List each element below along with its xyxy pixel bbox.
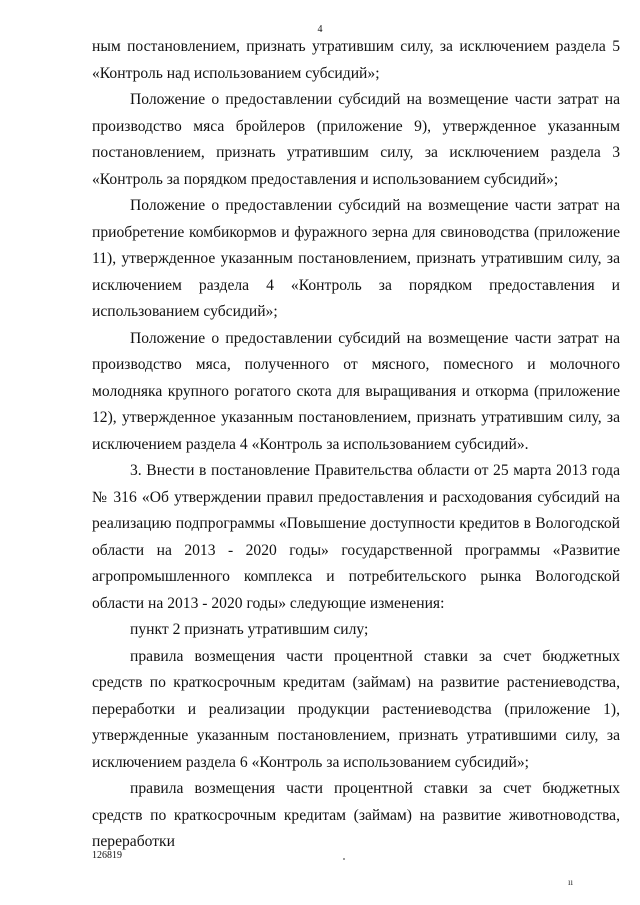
- scan-speck: [343, 858, 345, 860]
- page-number: 4: [317, 24, 323, 35]
- corner-mark: ıı: [568, 877, 574, 887]
- paragraph-continuation: ным постановлением, признать утратившим силу, за исключением раздела 5 «Контроль над использованием субсидий»;: [92, 38, 620, 82]
- document-body: [92, 34, 620, 856]
- paragraph-cattle-meat: Положение о предоставлении субсидий на возмещение части затрат на производство мяса, полученного от мясного, помесного и молочного молодняка крупного рогатого скота для выращивания и откорма (приложение 12), утвержденное указанным постановлением, признать утратившим силу, за исключением раздела 4 «Контроль за использованием субсидий».: [92, 329, 620, 453]
- paragraph-feed-grain: Положение о предоставлении субсидий на возмещение части затрат на приобретение комбикормов и фуражного зерна для свиноводства (приложение 11), утвержденное указанным постановлением, признать утратившим силу, за исключением раздела 4 «Контроль за порядком предоставления и использованием субсидий»;: [92, 197, 620, 320]
- document-code: 126819: [92, 850, 122, 861]
- paragraph-point-2: пункт 2 признать утратившим силу;: [130, 621, 369, 638]
- paragraph-crop-credit-rules: правила возмещения части процентной ставки за счет бюджетных средств по краткосрочным кредитам (займам) на развитие растениеводства, переработки и реализации продукции растениеводства (приложение 1), утвержденные указанным постановлением, признать утратившими силу, за исключением раздела 6 «Контроль за использованием субсидий»;: [92, 647, 620, 771]
- paragraph-broiler-meat: Положение о предоставлении субсидий на возмещение части затрат на производство мяса бройлеров (приложение 9), утвержденное указанным постановлением, признать утратившим силу, за исключением раздела 3 «Контроль за порядком предоставления и использованием субсидий»;: [92, 91, 620, 188]
- paragraph-livestock-credit-rules: правила возмещения части процентной ставки за счет бюджетных средств по краткосрочным кредитам (займам) на развитие животноводства, переработки: [92, 780, 620, 850]
- paragraph-item-3: 3. Внести в постановление Правительства области от 25 марта 2013 года № 316 «Об утверждении правил предоставления и расходования субсидий на реализацию подпрограммы «Повышение доступности кредитов в Вологодской области на 2013 - 2020 годы» государственной программы «Развитие агропромышленного комплекса и потребительского рынка Вологодской области на 2013 - 2020 годы» следующие изменения:: [92, 462, 620, 612]
